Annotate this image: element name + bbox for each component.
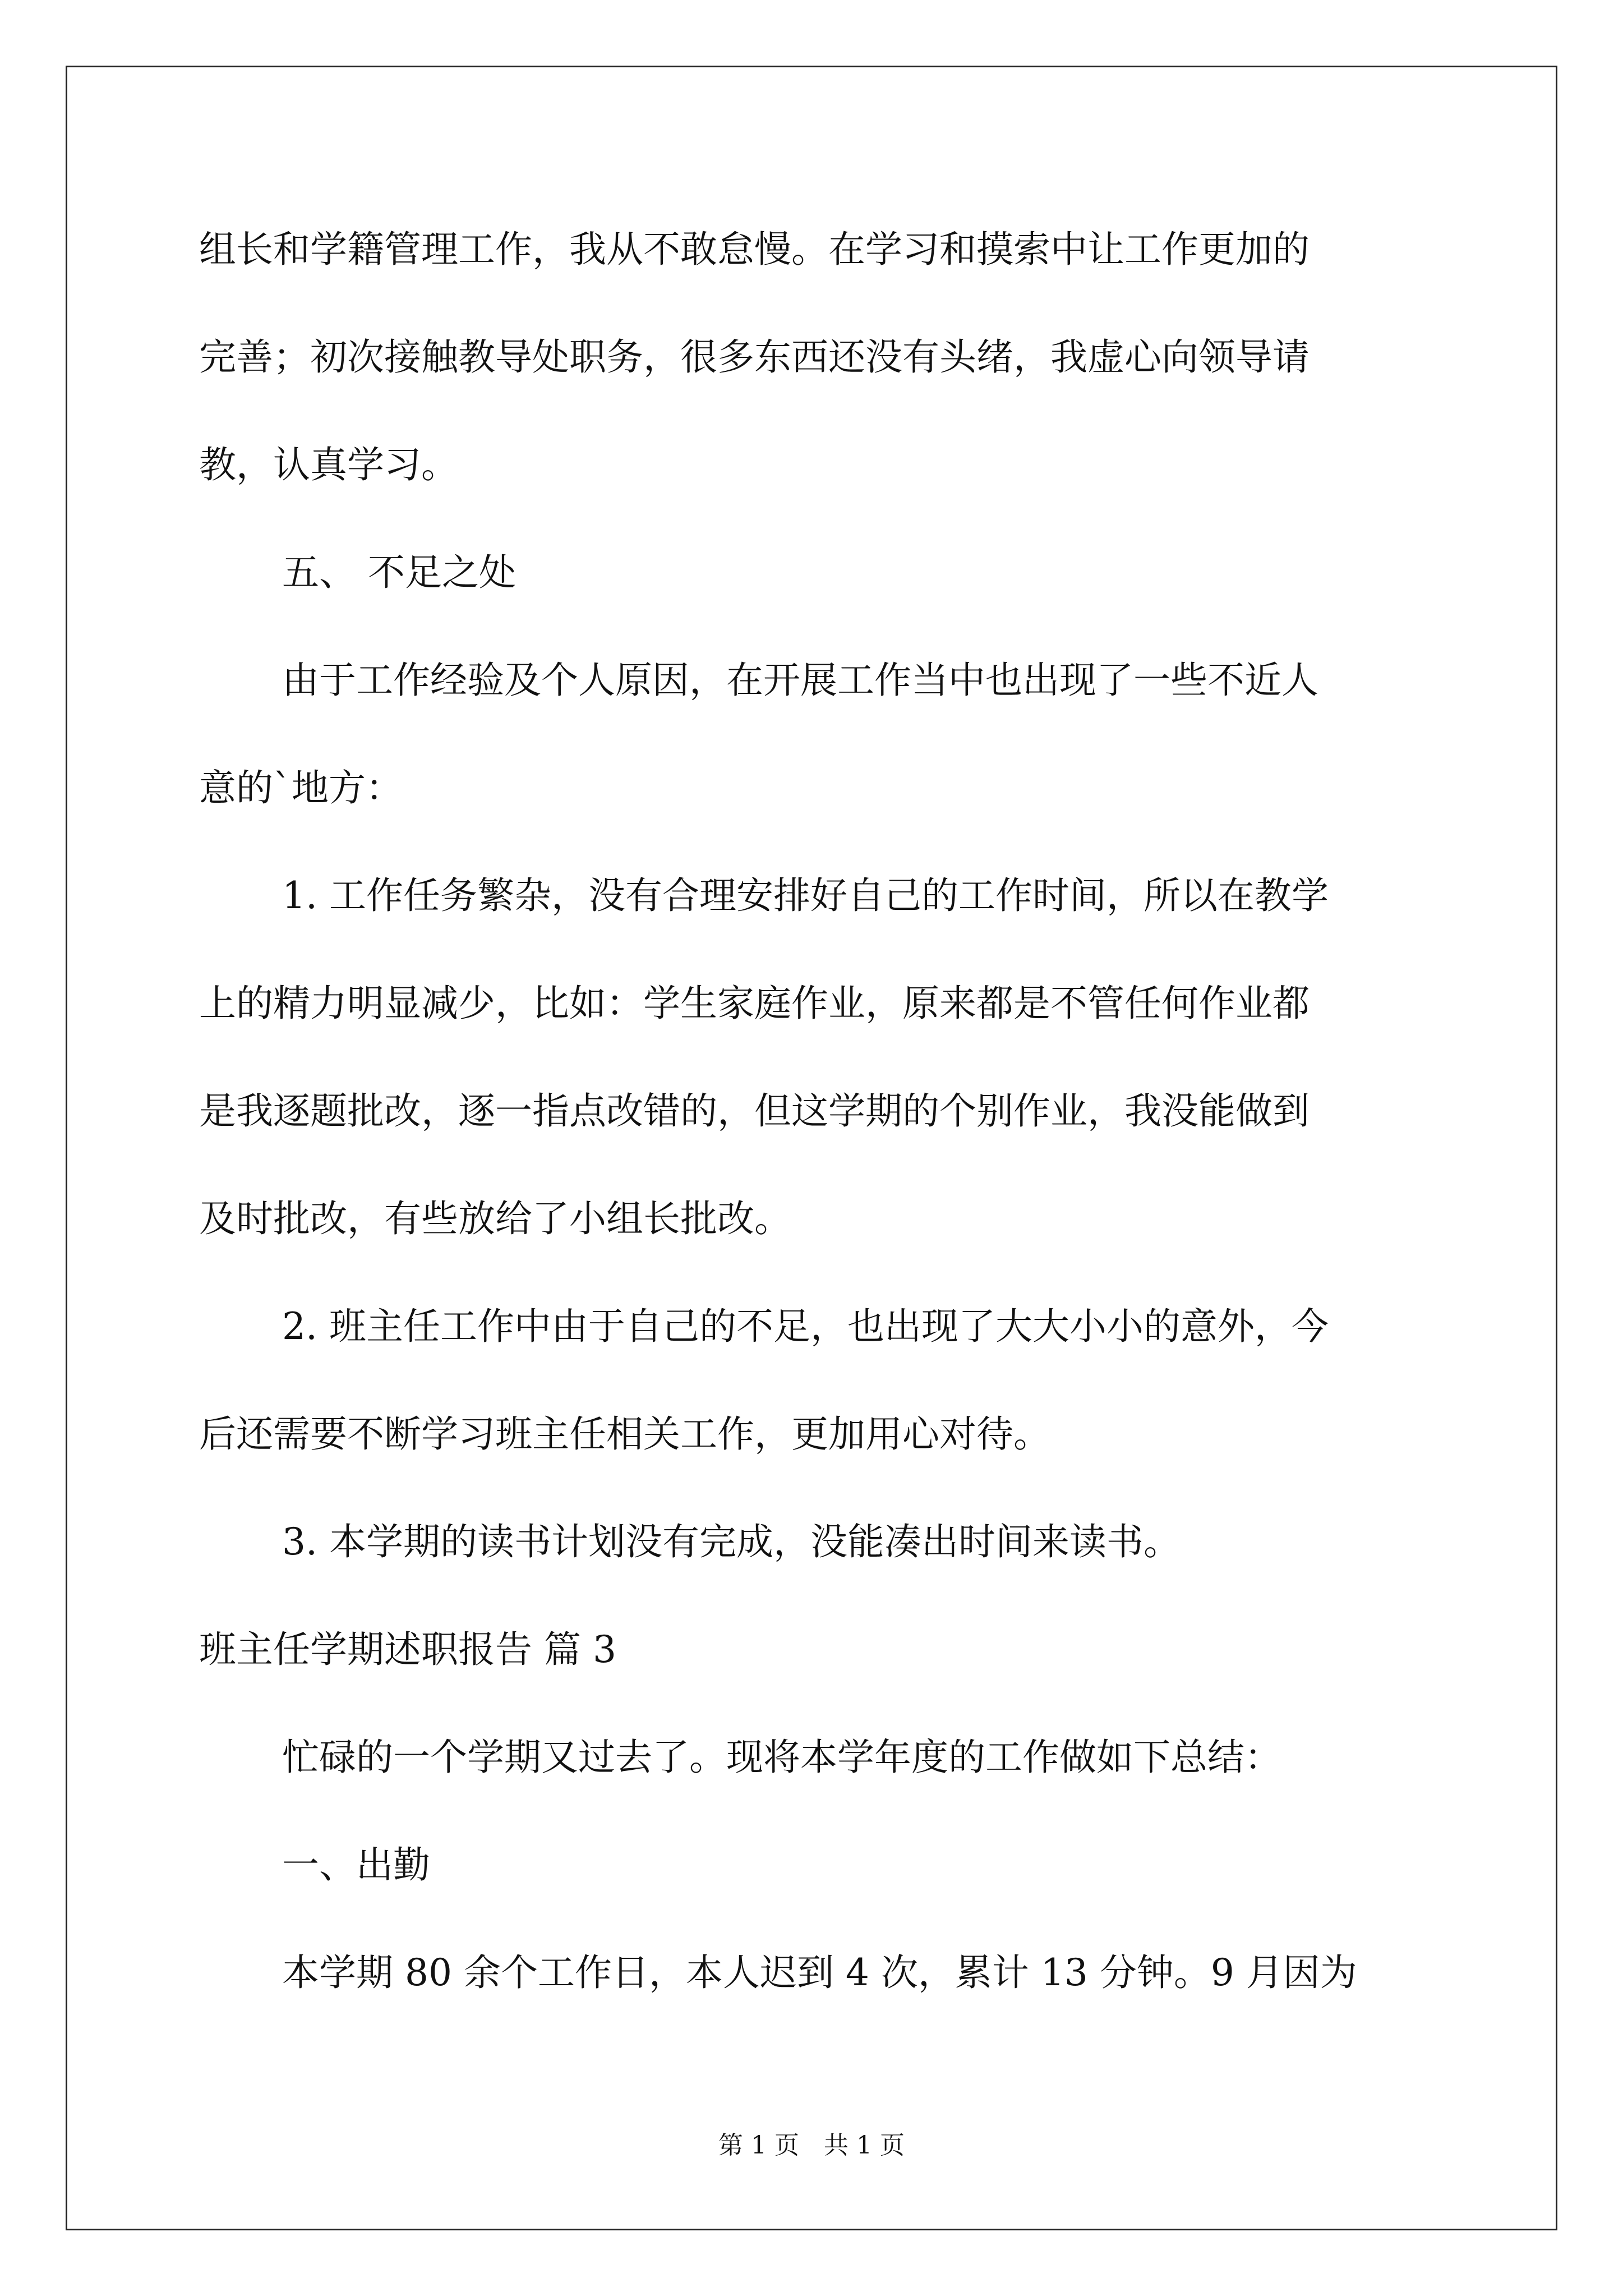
- text-line-6: 意的`地方：: [199, 766, 403, 809]
- text-line-10: 及时批改，有些放给了小组长批改。: [199, 1197, 791, 1240]
- list-item-2: 2. 班主任工作中由于自己的不足，也出现了大大小小的意外，今: [282, 1305, 1329, 1348]
- text-line-1: 组长和学籍管理工作，我从不敢怠慢。在学习和摸索中让工作更加的: [199, 228, 1310, 271]
- document-body: [199, 219, 1427, 2050]
- text-line-17: 本学期 80 余个工作日，本人迟到 4 次，累计 13 分钟。9 月因为: [282, 1951, 1357, 1994]
- article-title-part-3: 班主任学期述职报告 篇 3: [199, 1628, 616, 1671]
- text-line-12: 后还需要不断学习班主任相关工作，更加用心对待。: [199, 1412, 1050, 1456]
- text-line-9: 是我逐题批改，逐一指点改错的，但这学期的个别作业，我没能做到: [199, 1089, 1310, 1133]
- text-line-15: 忙碌的一个学期又过去了。现将本学年度的工作做如下总结：: [282, 1736, 1281, 1779]
- list-item-1: 1. 工作任务繁杂，没有合理安排好自己的工作时间，所以在教学: [282, 874, 1329, 917]
- text-line-2: 完善；初次接触教导处职务，很多东西还没有头绪，我虚心向领导请: [199, 335, 1310, 379]
- text-line-5: 由于工作经验及个人原因，在开展工作当中也出现了一些不近人: [282, 659, 1318, 702]
- section-heading-deficiencies: 五、 不足之处: [282, 551, 516, 594]
- text-line-8: 上的精力明显减少，比如：学生家庭作业，原来都是不管任何作业都: [199, 982, 1310, 1025]
- list-item-3: 3. 本学期的读书计划没有完成，没能凑出时间来读书。: [282, 1520, 1181, 1563]
- section-heading-attendance: 一、出勤: [282, 1843, 430, 1887]
- page-footer: 第 1 页 共 1 页: [718, 2131, 905, 2160]
- text-line-3: 教，认真学习。: [199, 443, 458, 486]
